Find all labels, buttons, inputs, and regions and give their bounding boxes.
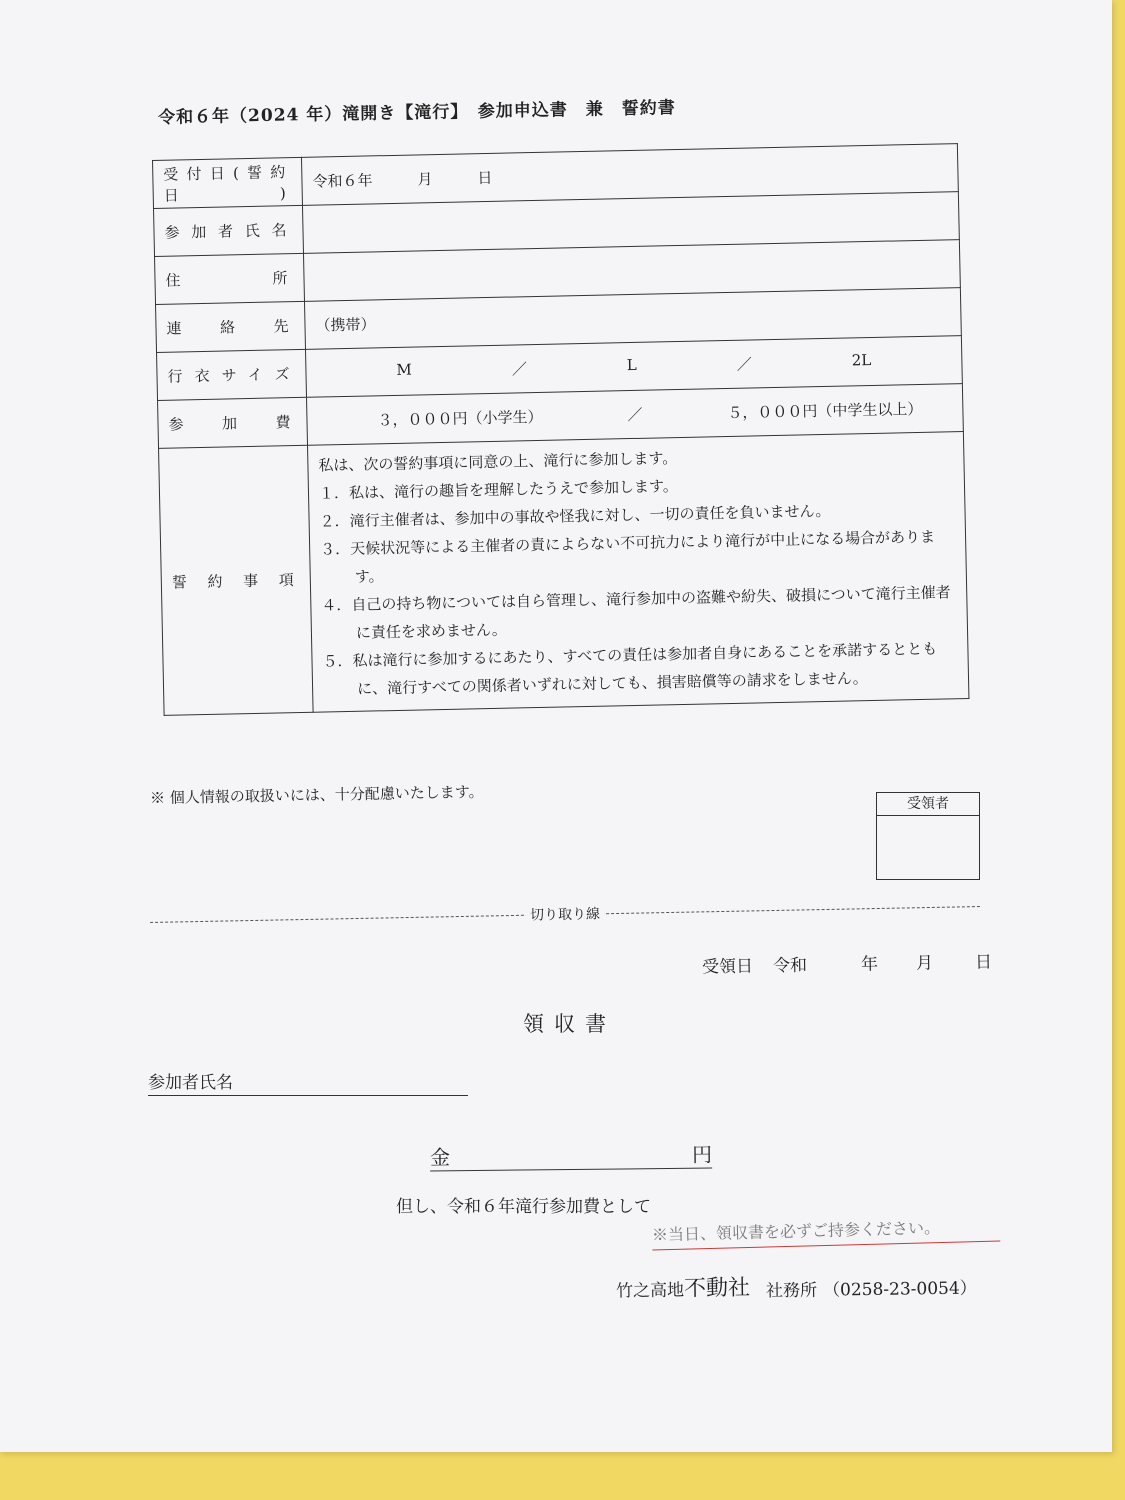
- form-value-date: 令和６年 月 日: [301, 144, 958, 206]
- amount-suffix: 円: [691, 1142, 713, 1167]
- form-row-terms: [159, 432, 969, 716]
- term-item-3: ３．天候状況等による主催者の責によらない不可抗力により滝行が中止になる場合があります。: [320, 527, 936, 586]
- form-label-date: 受付日(誓約日): [153, 157, 303, 208]
- receipt-title: 領収書: [523, 1012, 616, 1036]
- receipt-participant-line: [148, 1068, 468, 1096]
- term-item-4: ４．自己の持ち物については自ら管理し、滝行参加中の盗難や紛失、破損について滝行主催者に責任を求めません。: [321, 583, 951, 642]
- cut-line: [150, 896, 980, 932]
- issuer-footer: [616, 1267, 977, 1303]
- form-label-contact: 連絡先: [156, 301, 306, 352]
- form-label-address: 住所: [155, 253, 305, 304]
- size-options: [316, 349, 951, 383]
- receipt-date-era: 令和: [772, 955, 808, 977]
- receipt-date-day: 日: [974, 952, 993, 973]
- amount-prefix: 金: [429, 1145, 451, 1170]
- form-label-size: 行衣サイズ: [157, 349, 307, 400]
- terms-intro: 私は、次の誓約事項に同意の上、滝行に参加します。: [318, 449, 678, 475]
- fee-junior-high-and-above: ５，０００円（中学生以上）: [727, 399, 923, 423]
- size-option-2l: 2L: [851, 350, 872, 370]
- page-title: 令和６年（2024 年）滝開き【滝行】 参加申込書 兼 誓約書: [157, 98, 676, 128]
- fee-elementary: ３，０００円（小学生）: [377, 407, 543, 430]
- receiver-label: 受領者: [877, 793, 979, 816]
- receipt-reminder: ※当日、領収書を必ずご持参ください。: [652, 1213, 1001, 1250]
- receipt-date-month: 月: [915, 953, 934, 974]
- size-separator: ／: [736, 355, 753, 374]
- issuer-office: 社務所: [765, 1280, 818, 1302]
- term-item-1: １．私は、滝行の趣旨を理解したうえで参加します。: [318, 477, 678, 503]
- term-item-2: ２．滝行主催者は、参加中の事故や怪我に対し、一切の責任を負いません。: [319, 501, 831, 531]
- receipt-date: [702, 947, 992, 977]
- form-label-terms: 誓約事項: [159, 445, 314, 715]
- cut-line-label: 切り取り線: [526, 906, 604, 923]
- receipt-amount-line: [430, 1139, 712, 1172]
- privacy-note: ※ 個人情報の取扱いには、十分配慮いたします。: [149, 782, 484, 808]
- receipt-purpose: 但し、令和６年滝行参加費として: [396, 1197, 651, 1217]
- receipt-date-label: 受領日: [701, 956, 754, 978]
- application-form-table: [152, 143, 969, 716]
- receipt-date-year: 年: [860, 954, 879, 975]
- issuer-phone: （0258-23-0054）: [822, 1278, 977, 1301]
- receipt-participant-label: 参加者氏名: [148, 1073, 233, 1093]
- fee-options: [317, 397, 952, 431]
- size-option-l: L: [626, 355, 637, 375]
- receiver-stamp-box: [876, 792, 980, 880]
- term-item-5: ５．私は滝行に参加するにあたり、すべての責任は参加者自身にあることを承諾するとともに、滝行すべての関係者いずれに対しても、損害賠償等の請求をしません。: [322, 639, 938, 698]
- issuer-organization: [616, 1271, 750, 1304]
- issuer-org-prefix: 竹之高地: [615, 1280, 685, 1302]
- issuer-org-name: 不動社: [683, 1275, 751, 1302]
- terms-content: [308, 432, 969, 713]
- form-label-fee: 参加費: [158, 397, 308, 448]
- form-value-contact: （携帯）: [304, 288, 961, 350]
- size-option-m: M: [396, 360, 412, 379]
- form-label-name: 参加者氏名: [154, 205, 304, 256]
- size-separator: ／: [511, 360, 528, 379]
- fee-separator: ／: [627, 405, 643, 425]
